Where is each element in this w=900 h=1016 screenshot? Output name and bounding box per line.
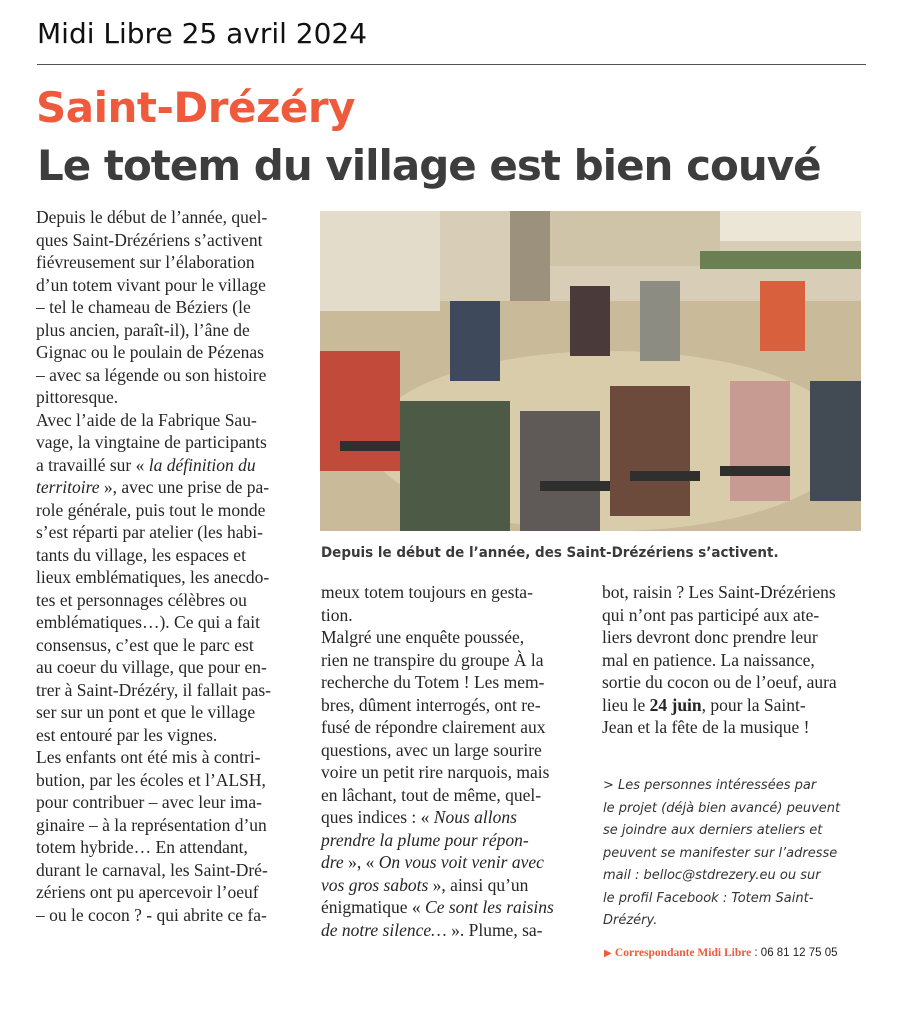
text-segment: Avec l’aide de la Fabrique Sau-: [36, 409, 257, 430]
text-segment: qui n’ont pas participé aux ate-: [602, 604, 820, 625]
article-column-2: [321, 581, 554, 941]
text-segment: a travaillé sur «: [36, 454, 149, 475]
person-grey: [520, 411, 600, 531]
text-segment: s’est réparti par atelier (les habi-: [36, 522, 263, 542]
text-line: [321, 896, 554, 919]
text-line: [36, 881, 271, 904]
chair-seat: [540, 481, 610, 491]
person-orange: [760, 281, 805, 351]
note-line: le projet (déjà bien avancé) peuvent: [603, 800, 841, 816]
text-segment: tes et personnages célèbres ou: [36, 589, 247, 610]
text-line: [36, 251, 271, 274]
text-line: [36, 499, 271, 522]
text-line: [321, 671, 554, 694]
text-line: [321, 761, 554, 784]
note-line: peuvent se manifester sur l’adresse: [603, 845, 838, 861]
text-segment: pour contribuer – avec leur ima-: [36, 792, 262, 812]
text-line: [36, 791, 271, 814]
text-segment: est entouré par les vignes.: [36, 724, 218, 745]
person-navy: [450, 301, 500, 381]
text-segment: Nous allons: [433, 807, 517, 827]
text-segment: Jean et la fête de la musique !: [602, 717, 810, 737]
person-pink: [730, 381, 790, 501]
text-line: [321, 581, 554, 604]
text-line: [321, 716, 554, 739]
text-segment: trer à Saint-Drézéry, il fallait pas-: [36, 679, 272, 700]
note-line: se joindre aux derniers ateliers et: [603, 823, 823, 838]
wall-panel: [550, 211, 720, 266]
text-segment: tants du village, les espaces et: [36, 544, 246, 565]
text-segment: – ou le cocon ? - qui abrite ce fa-: [36, 904, 267, 925]
text-line: [36, 679, 271, 702]
text-segment: ginaire – à la représentation d’un: [36, 814, 267, 835]
text-segment: Les enfants ont été mis à contri-: [36, 747, 261, 767]
text-line: [36, 566, 271, 589]
chair-seat: [340, 441, 400, 451]
text-line: [321, 829, 554, 852]
chair-seat: [720, 466, 790, 476]
person-dark: [810, 381, 861, 501]
text-segment: bres, dûment interrogés, ont re-: [321, 694, 541, 715]
text-line: [36, 229, 271, 252]
text-line: [321, 604, 554, 627]
text-segment: ser sur un pont et que le village: [36, 702, 256, 722]
text-line: [36, 476, 271, 499]
text-line: [321, 694, 554, 717]
note-line: le profil Facebook : Totem Saint-: [603, 890, 814, 906]
note-line: > Les personnes intéressées par: [603, 778, 817, 793]
text-segment: fusé de répondre clairement aux: [321, 717, 546, 737]
text-line: [36, 769, 271, 792]
text-segment: au coeur du village, que pour en-: [36, 657, 267, 677]
chair-seat: [630, 471, 700, 481]
text-segment: On vous voit venir avec: [378, 852, 544, 872]
text-segment: vage, la vingtaine de participants: [36, 432, 267, 452]
text-segment: lieux emblématiques, les anecdo-: [36, 567, 270, 587]
text-line: [321, 739, 554, 762]
photo-caption: Depuis le début de l’année, des Saint-Drézériens s’activent.: [321, 545, 779, 561]
text-line: [321, 784, 554, 807]
text-segment: , pour la Saint-: [701, 694, 806, 715]
text-segment: 24 juin: [649, 694, 702, 715]
text-segment: Depuis le début de l’année, quel-: [36, 207, 268, 227]
text-line: [36, 904, 271, 927]
text-segment: prendre la plume pour répon-: [321, 829, 529, 850]
text-segment: role générale, puis tout le monde: [36, 499, 266, 520]
text-line: [602, 671, 837, 694]
text-segment: la définition du: [148, 454, 256, 475]
text-segment: vos gros sabots: [321, 874, 429, 895]
text-line: [36, 656, 271, 679]
text-segment: meux totem toujours en gesta-: [321, 582, 533, 602]
ceiling-light: [720, 211, 861, 241]
text-line: [36, 319, 271, 342]
text-line: [36, 611, 271, 634]
info-note: [603, 775, 840, 933]
text-segment: sortie du cocon ou de l’oeuf, aura: [602, 672, 837, 692]
text-segment: totem hybride… En attendant,: [36, 837, 248, 857]
group-meeting-photo: [320, 211, 861, 531]
masthead: Midi Libre 25 avril 2024: [37, 17, 368, 50]
text-segment: mal en patience. La naissance,: [602, 649, 815, 670]
text-segment: en lâchant, tout de même, quel-: [321, 784, 542, 805]
text-line: [36, 836, 271, 859]
article-column-1: [36, 206, 271, 926]
text-line: [36, 521, 271, 544]
text-segment: questions, avec un large sourire: [321, 739, 542, 760]
door: [510, 211, 550, 301]
text-segment: Gignac ou le poulain de Pézenas: [36, 342, 264, 362]
text-line: [36, 634, 271, 657]
text-line: [36, 206, 271, 229]
text-segment: d’un totem vivant pour le village: [36, 274, 266, 295]
text-segment: lieu le: [602, 694, 650, 715]
text-line: [321, 874, 554, 897]
byline: [604, 942, 838, 965]
text-segment: tion.: [321, 604, 353, 625]
text-segment: emblématiques…). Ce qui a fait: [36, 612, 261, 632]
text-segment: énigmatique «: [321, 897, 426, 917]
text-line: [36, 724, 271, 747]
article-kicker: Saint-Drézéry: [36, 83, 355, 132]
text-line: [36, 431, 271, 454]
text-line: [36, 386, 271, 409]
person-green: [400, 401, 510, 531]
text-segment: Ce sont les raisins: [425, 897, 554, 917]
text-segment: bution, par les écoles et l’ALSH,: [36, 769, 266, 790]
text-line: [36, 296, 271, 319]
text-segment: zériens ont pu apercevoir l’oeuf: [36, 882, 259, 902]
text-segment: bot, raisin ? Les Saint-Drézériens: [602, 582, 836, 602]
text-line: [36, 814, 271, 837]
text-segment: ». Plume, sa-: [446, 919, 543, 940]
byline-phone: : 06 81 12 75 05: [751, 947, 838, 959]
text-segment: », ainsi qu’un: [428, 874, 529, 895]
person-red: [320, 351, 400, 471]
note-line: Drézéry.: [603, 913, 658, 928]
paper-board: [320, 211, 440, 311]
text-segment: consensus, c’est que le parc est: [36, 634, 254, 655]
text-segment: recherche du Totem ! Les mem-: [321, 672, 545, 692]
text-line: [602, 581, 837, 604]
text-line: [321, 919, 554, 942]
text-segment: Malgré une enquête poussée,: [321, 627, 525, 647]
text-line: [321, 626, 554, 649]
text-segment: pittoresque.: [36, 387, 119, 407]
text-segment: – avec sa légende ou son histoire: [36, 364, 267, 385]
article-headline: Le totem du village est bien couvé: [37, 141, 821, 190]
text-line: [36, 274, 271, 297]
text-line: [602, 694, 837, 717]
text-line: [36, 544, 271, 567]
text-line: [321, 806, 554, 829]
text-line: [36, 341, 271, 364]
text-line: [602, 649, 837, 672]
text-line: [36, 454, 271, 477]
text-line: [36, 589, 271, 612]
text-segment: durant le carnaval, les Saint-Dré-: [36, 859, 268, 880]
text-segment: rien ne transpire du groupe À la: [321, 649, 544, 670]
text-segment: », «: [343, 852, 379, 872]
article-photo: [320, 211, 861, 531]
person-black: [570, 286, 610, 356]
text-segment: dre: [321, 852, 344, 872]
text-line: [36, 701, 271, 724]
text-line: [321, 649, 554, 672]
text-line: [602, 716, 837, 739]
text-segment: fiévreusement sur l’élaboration: [36, 252, 255, 272]
byline-label: Correspondante Midi Libre: [614, 947, 752, 959]
text-line: [602, 626, 837, 649]
text-line: [36, 364, 271, 387]
text-segment: de notre silence…: [321, 919, 447, 940]
text-segment: territoire: [36, 477, 100, 497]
text-line: [36, 746, 271, 769]
text-line: [602, 604, 837, 627]
article-column-3: [602, 581, 837, 739]
text-segment: – tel le chameau de Béziers (le: [36, 297, 251, 317]
text-segment: plus ancien, paraît-il), l’âne de: [36, 319, 250, 340]
text-segment: ques Saint-Drézériens s’activent: [36, 229, 263, 250]
stage-banner: [700, 251, 861, 269]
text-segment: liers devront donc prendre leur: [602, 627, 818, 647]
text-line: [36, 409, 271, 432]
text-segment: ques indices : «: [321, 807, 434, 827]
text-segment: », avec une prise de pa-: [99, 477, 270, 497]
person-brown: [610, 386, 690, 516]
text-line: [321, 851, 554, 874]
arrow-right-icon: ▶: [604, 948, 612, 959]
note-line: mail : belloc@stdrezery.eu ou sur: [603, 868, 821, 883]
person-beige: [640, 281, 680, 361]
masthead-rule: [37, 64, 866, 65]
text-line: [36, 859, 271, 882]
text-segment: voire un petit rire narquois, mais: [321, 762, 550, 782]
